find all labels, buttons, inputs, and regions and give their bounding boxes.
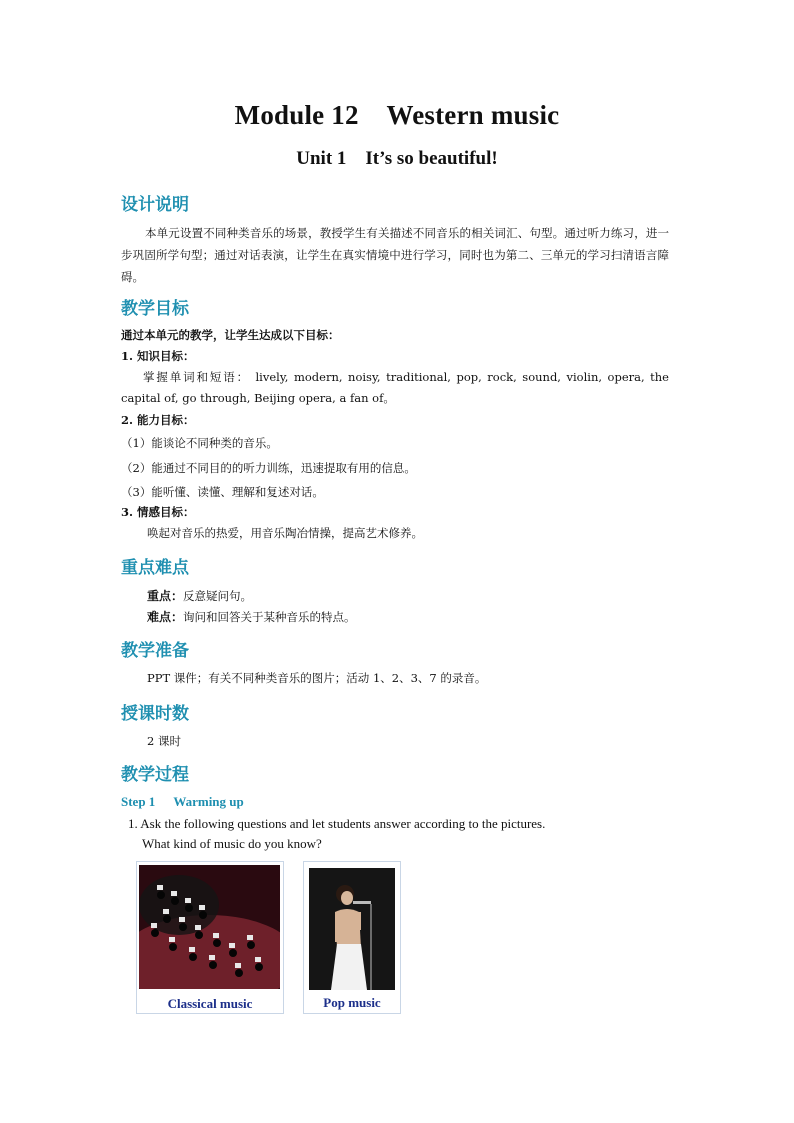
emotion-label: 3. 情感目标： bbox=[121, 505, 195, 519]
unit-subtitle: Unit 1 It’s so beautiful! bbox=[296, 148, 498, 169]
design-paragraph: 本单元设置不同种类音乐的场景，教授学生有关描述不同音乐的相关词汇、句型。通过听力练习，进一步巩固所学句型；通过对话表演，让学生在真实情境中进行学习，同时也为第二、三单元的学习扫清语言障碍。 bbox=[121, 226, 669, 284]
step-label: Step 1 bbox=[121, 794, 156, 809]
ability-label: 2. 能力目标： bbox=[121, 413, 195, 427]
ability-item: （2）能通过不同目的的听力训练，迅速提取有用的信息。 bbox=[121, 461, 416, 475]
focus-label: 重点： bbox=[147, 589, 184, 603]
module-title: Module 12 Western music bbox=[234, 100, 560, 130]
hours-heading: 授课时数 bbox=[121, 704, 189, 724]
pop-music-caption: Pop music bbox=[323, 995, 381, 1010]
difficulty-label: 难点： bbox=[147, 610, 184, 624]
process-heading: 教学过程 bbox=[121, 765, 189, 785]
goals-intro: 通过本单元的教学，让学生达成以下目标： bbox=[121, 328, 340, 342]
knowledge-label: 1. 知识目标： bbox=[121, 349, 195, 363]
knowledge-text: 掌握单词和短语： lively, modern, noisy, traditional, pop, rock, sound, violin, opera, the capital of, go through, Beijing opera, a fan of。 bbox=[121, 370, 669, 405]
step-heading bbox=[121, 794, 262, 810]
focus-line bbox=[147, 587, 252, 604]
difficulty-text: 询问和回答关于某种音乐的特点。 bbox=[183, 610, 356, 624]
step-question: What kind of music do you know? bbox=[142, 836, 322, 851]
step-title: Warming up bbox=[173, 794, 244, 809]
ability-item: （1）能谈论不同种类的音乐。 bbox=[121, 436, 278, 450]
pop-music-picture bbox=[303, 861, 401, 1014]
focus-text: 反意疑问句。 bbox=[183, 589, 253, 603]
prep-text: PPT 课件；有关不同种类音乐的图片；活动 1、2、3、7 的录音。 bbox=[147, 671, 487, 685]
hours-text: 2 课时 bbox=[147, 734, 181, 748]
design-heading: 设计说明 bbox=[121, 195, 189, 215]
classical-music-caption: Classical music bbox=[167, 996, 253, 1011]
key-points-heading: 重点难点 bbox=[121, 558, 189, 578]
singer-photo-icon bbox=[309, 868, 395, 990]
emotion-text: 唤起对音乐的热爱，用音乐陶冶情操，提高艺术修养。 bbox=[147, 526, 423, 540]
step-item-1: 1. Ask the following questions and let students answer according to the pictures. bbox=[128, 816, 546, 831]
difficulty-line bbox=[147, 608, 356, 625]
ability-item: （3）能听懂、读懂、理解和复述对话。 bbox=[121, 485, 324, 499]
prep-heading: 教学准备 bbox=[121, 641, 189, 661]
goals-heading: 教学目标 bbox=[121, 299, 189, 319]
classical-music-picture bbox=[136, 861, 284, 1014]
orchestra-photo-icon bbox=[139, 865, 280, 989]
